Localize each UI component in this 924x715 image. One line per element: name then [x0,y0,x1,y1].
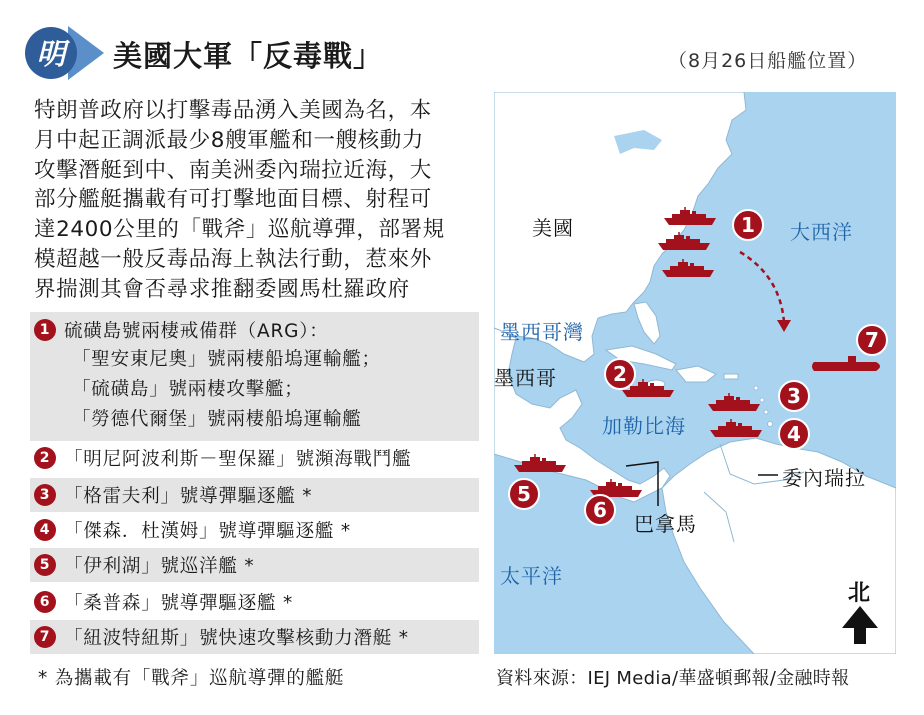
marker-badge: 2 [34,447,56,469]
footnote: * 為攜載有「戰斧」巡航導彈的艦艇 [38,668,345,689]
island [768,422,773,427]
legend-subtext: 「硫磺島」號兩棲攻擊艦； [72,379,304,400]
map [494,92,896,654]
legend-item-4 [30,514,479,546]
newspaper-logo [18,22,108,84]
legend-text: 「伊利湖」號巡洋艦 * [64,556,255,577]
intro-paragraph [34,96,482,305]
intro-line: 達2400公里的「戰斧」巡航導彈，部署規 [34,217,445,243]
legend-item-3 [30,478,479,512]
map-marker-5: 5 [508,478,540,510]
label-north: 北 [848,581,872,606]
intro-line: 特朗普政府以打擊毒品湧入美國為名，本 [34,98,432,123]
map-marker-6: 6 [584,494,616,526]
legend-text: 「紐波特紐斯」號快速攻擊核動力潛艇 * [64,628,409,649]
source-credit: 資料來源：IEJ Media/華盛頓郵報/金融時報 [496,668,850,689]
legend-item-5 [30,548,479,582]
legend-item-2 [30,443,479,473]
logo-text: 明 [36,37,66,71]
legend-text: 硫磺島號兩棲戒備群（ARG）： [64,321,329,342]
marker-badge: 6 [34,591,56,613]
label-panama: 巴拿馬 [634,512,697,536]
marker-badge: 4 [34,519,56,541]
legend-text: 「格雷夫利」號導彈驅逐艦 * [64,486,313,507]
label-pacific: 太平洋 [500,564,563,588]
intro-line: 部分艦艇攜載有可打擊地面目標、射程可 [34,187,432,213]
page-title: 美國大軍「反毒戰」 [113,39,384,73]
legend-text: 「傑森．杜漢姆」號導彈驅逐艦 * [64,521,351,542]
marker-badge: 5 [34,554,56,576]
legend-item-1 [30,312,479,441]
legend-item-6 [30,586,479,618]
map-marker-4: 4 [778,418,810,450]
map-marker-2: 2 [604,358,636,390]
island [764,410,768,414]
marker-badge: 7 [34,626,56,648]
legend-subtext: 「聖安東尼奧」號兩棲船塢運輸艦； [72,349,381,370]
intro-line: 模超越一般反毒品海上執法行動，惹來外 [34,246,432,272]
legend-text: 「明尼阿波利斯－聖保羅」號瀕海戰鬥艦 [64,449,412,470]
intro-line: 攻擊潛艇到中、南美洲委內瑞拉近海，大 [34,157,432,183]
island [754,386,758,390]
label-usa: 美國 [532,216,574,240]
intro-line: 月中起正調派最少8艘軍艦和一艘核動力 [34,127,424,153]
label-venezuela: 委內瑞拉 [782,466,866,490]
intro-line: 界揣測其會否尋求推翻委國馬杜羅政府 [34,276,410,302]
date-note: （8月26日船艦位置） [668,50,868,72]
legend-text: 「桑普森」號導彈驅逐艦 * [64,593,294,614]
map-marker-7: 7 [856,324,888,356]
island [760,398,764,402]
map-marker-3: 3 [778,380,810,412]
legend-item-7 [30,620,479,654]
marker-badge: 1 [34,319,56,341]
legend-subtext: 「勞德代爾堡」號兩棲船塢運輸艦 [72,409,362,430]
map-marker-1: 1 [732,209,764,241]
label-caribbean: 加勒比海 [602,414,686,438]
label-atlantic: 大西洋 [790,220,853,244]
label-gulf-of-mexico: 墨西哥灣 [500,320,584,344]
puerto-rico [724,374,738,379]
marker-badge: 3 [34,484,56,506]
label-mexico: 墨西哥 [494,366,557,390]
